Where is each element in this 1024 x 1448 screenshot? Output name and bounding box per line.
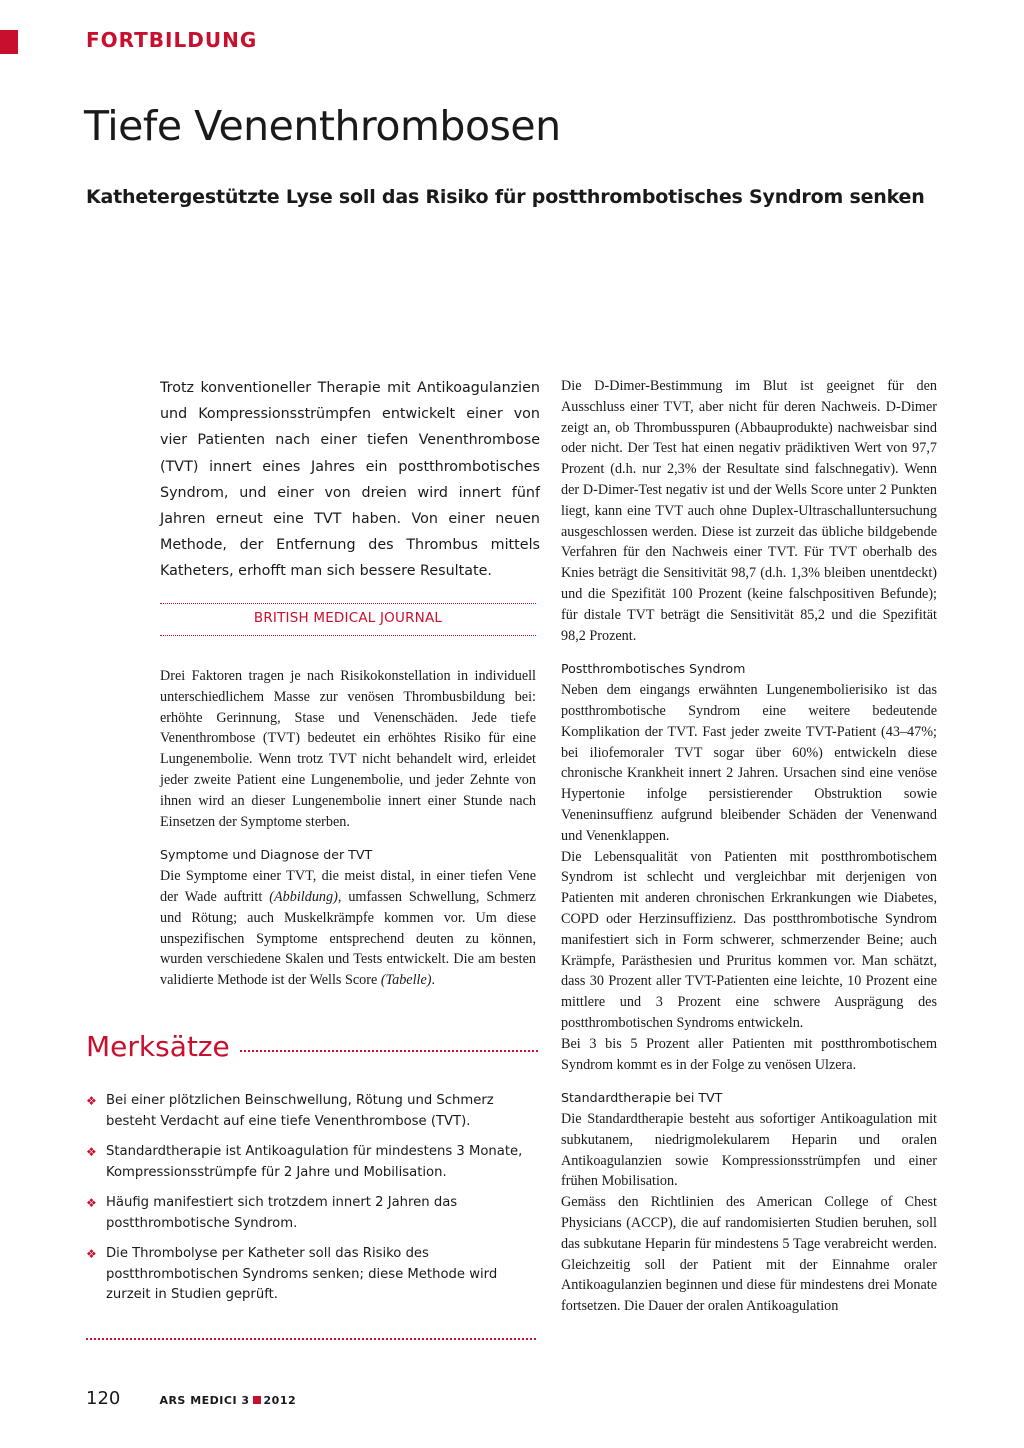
- pts-paragraph-1: Neben dem eingangs erwähnten Lungenembolierisiko ist das postthrombotische Syndrom eine weitere bedeutende Komplikation der TVT. Fast jeder zweite TVT-Patient (43–47%; bei iliofemoraler TVT sogar über 60%) entwickeln diese chronische Krankheit innert 2 Jahren. Ursachen sind eine venöse Hypertonie infolge persistierender Obstruktion sowie Veneninsuffienz aufgrund bleibender Schäden der Venenwand und Venenklappen.: [561, 682, 937, 844]
- section-marker: [0, 30, 18, 54]
- source-divider-top: [160, 603, 536, 604]
- pts-paragraph-3: Bei 3 bis 5 Prozent aller Patienten mit postthrombotischem Syndrom kommt es in der Folge zu venösen Ulzera.: [561, 1035, 937, 1073]
- diamond-bullet-icon: ❖: [86, 1196, 97, 1210]
- symptome-paragraph: [160, 866, 536, 991]
- merksaetze-title: Merksätze: [86, 1030, 230, 1063]
- ddimer-paragraph: Die D-Dimer-Bestimmung im Blut ist geeignet für den Ausschluss einer TVT, aber nicht für deren Nachweis. D-Dimer zeigt an, ob Thrombusspuren (Abbauprodukte) nachweisbar sind oder nicht. Der Test hat einen negativ prädiktiven Wert von 97,7 Prozent (d.h. nur 2,3% der Resultate sind falschnegativ). Wenn der D-Dimer-Test negativ ist und der Wells Score unter 2 Punkten liegt, kann eine TVT auch ohne Duplex-Ultraschalluntersuchung ausgeschlossen werden. Diese ist zurzeit das übliche bildgebende Verfahren für den Nachweis einer TVT. Für TVT oberhalb des Knies beträgt die Sensitivität 98,7 (d.h. 1,3% bleiben unentdeckt) und die Spezifität 100 Prozent (keine falschpositiven Befunde); für distale TVT beträgt die Sensitivität 85,2 und die Spezifität 98,2 Prozent.: [561, 378, 937, 644]
- therapie-paragraph-2: Gemäss den Richtlinien des American College of Chest Physicians (ACCP), die auf randomisierten Studien beruhen, soll das subkutane Heparin für mindestens 5 Tage verabreicht werden. Gleichzeitig soll der Patient mit der Einnahme oraler Antikoagulanzien beginnen und diese für mindestens drei Monate fortsetzen. Die Dauer der oralen Antikoagulation: [561, 1194, 937, 1315]
- merksaetze-dotted-rule: [240, 1050, 538, 1052]
- pts-paragraph-2: Die Lebensqualität von Patienten mit postthrombotischem Syndrom ist schlecht und vergleichbar mit derjenigen von Patienten mit anderen chronischen Erkrankungen wie Diabetes, COPD oder Herzinsuffizienz. Das postthrombotische Syndrom manifestiert sich in Form schwerer, schmerzender Beine; auch Krämpfe, Parästhesien und Pruritus kommen vor. Man schätzt, dass 30 Prozent aller TVT-Patienten eine leichte, 10 Prozent eine mittlere und 3 Prozent eine schwere Ausprägung des postthrombotischen Syndroms entwickeln.: [561, 848, 937, 1031]
- merksatz-text: Häufig manifestiert sich trotzdem innert 2 Jahren das postthrombotische Syndrom.: [106, 1195, 458, 1231]
- section-heading-standardtherapie: Standardtherapie bei TVT: [561, 1090, 723, 1106]
- source-label: BRITISH MEDICAL JOURNAL: [253, 610, 443, 626]
- column-right: [561, 376, 937, 1317]
- article-title: Tiefe Venenthrombosen: [84, 102, 561, 150]
- section-label: FORTBILDUNG: [86, 28, 258, 52]
- merksatz-text: Die Thrombolyse per Katheter soll das Risiko des postthrombotischen Syndroms senken; diese Methode wird zurzeit in Studien geprüft.: [106, 1246, 498, 1302]
- column-left: [160, 666, 536, 991]
- merksatz-text: Standardtherapie ist Antikoagulation für mindestens 3 Monate, Kompressionsstrümpfe für 2 Jahre und Mobilisation.: [106, 1144, 523, 1180]
- lead-paragraph: Trotz konventioneller Therapie mit Antikoagulanzien und Kompressionsstrümpfen entwickelt einer von vier Patienten nach einer tiefen Venenthrombose (TVT) innert eines Jahres ein postthrombotisches Syndrom, und einer von dreien wird innert fünf Jahren erneut eine TVT haben. Von einer neuen Methode, der Entfernung des Thrombus mittels Katheters, erhofft man sich bessere Resultate.: [160, 380, 540, 580]
- journal-name: ARS MEDICI 3: [159, 1394, 250, 1407]
- intro-paragraph: Drei Faktoren tragen je nach Risikokonstellation in individuell unterschiedlichem Masse zur venösen Thrombusbildung bei: erhöhte Gerinnung, Stase und Venenschäden. Jede tiefe Venenthrombose (TVT) bedeutet ein erhöhtes Risiko für eine Lungenembolie. Wenn trotz TVT nicht behandelt wird, erleidet jeder zweite Patient eine Lungenembolie, und jeder Zehnte von ihnen wird an dieser Lungenembolie innert einer Stunde nach Einsetzen der Symptome sterben.: [160, 668, 536, 830]
- merksaetze-bottom-rule: [86, 1338, 536, 1340]
- list-item: [86, 1091, 526, 1132]
- symptome-text-a: Die Symptome einer TVT, die meist distal, in einer tiefen Vene der Wade auftritt: [160, 868, 536, 905]
- therapie-paragraph-1: Die Standardtherapie besteht aus sofortiger Antikoagulation mit subkutanem, niedrigmolekularem Heparin und oralen Antikoagulanzien sowie Kompressionsstrümpfen und einer frühen Mobilisation.: [561, 1111, 937, 1190]
- page-number: 120: [86, 1388, 121, 1409]
- page-footer: [86, 1388, 296, 1409]
- tabelle-ref: (Tabelle): [380, 972, 432, 989]
- list-item: [86, 1244, 526, 1306]
- list-item: [86, 1142, 526, 1183]
- list-item: [86, 1193, 526, 1234]
- symptome-text-b: , umfassen Schwellung, Schmerz und Rötung; auch Muskelkrämpfe kommen vor. Um diese unspezifischen Symptome entsprechend deuten zu können, wurden verschiedene Skalen und Tests entwickelt. Die am besten validierte Methode ist der Wells Score: [160, 888, 536, 989]
- diamond-bullet-icon: ❖: [86, 1247, 97, 1261]
- symptome-text-c: .: [431, 972, 436, 989]
- merksaetze-list: [86, 1091, 526, 1316]
- section-heading-symptome: Symptome und Diagnose der TVT: [160, 847, 373, 863]
- section-heading-pts: Postthrombotisches Syndrom: [561, 661, 746, 677]
- diamond-bullet-icon: ❖: [86, 1145, 97, 1159]
- diamond-bullet-icon: ❖: [86, 1094, 97, 1108]
- abbildung-ref: (Abbildung): [269, 888, 338, 905]
- merksaetze-heading: [86, 1030, 538, 1063]
- source-divider-bottom: [160, 635, 536, 636]
- article-subtitle: Kathetergestützte Lyse soll das Risiko für postthrombotisches Syndrom senken: [86, 186, 925, 208]
- red-square-icon: [253, 1396, 261, 1404]
- journal-year: 2012: [263, 1394, 297, 1407]
- merksatz-text: Bei einer plötzlichen Beinschwellung, Rötung und Schmerz besteht Verdacht auf eine tiefe Venenthrombose (TVT).: [106, 1093, 494, 1129]
